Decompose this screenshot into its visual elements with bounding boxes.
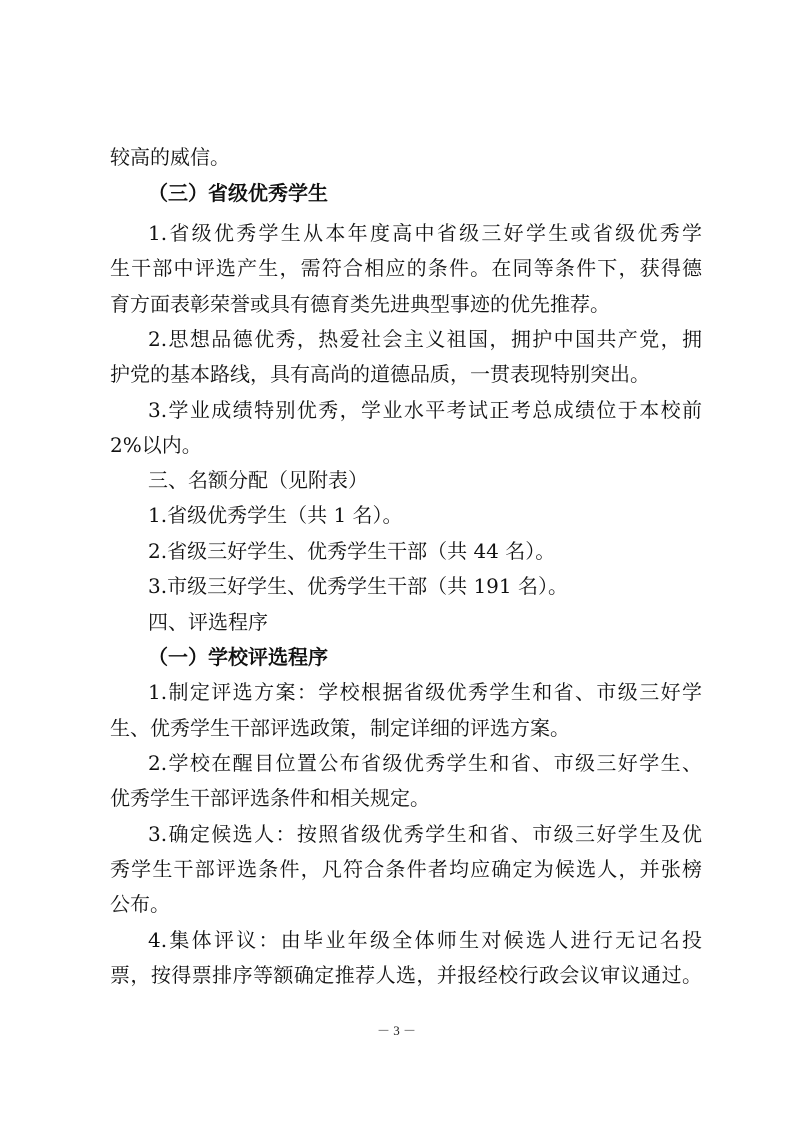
subsection-heading: （一）学校评选程序 [148, 645, 328, 669]
text-line: 1.省级优秀学生从本年度高中省级三好学生或省级优秀学 [148, 221, 702, 245]
text-line: 2.省级三好学生、优秀学生干部（共 44 名）。 [148, 539, 556, 563]
text-line: 1.省级优秀学生（共 1 名）。 [148, 503, 403, 527]
section-heading: 三、名额分配（见附表） [148, 468, 368, 492]
subsection-heading: （三）省级优秀学生 [148, 181, 328, 205]
text-line: 生、优秀学生干部评选政策，制定详细的评选方案。 [110, 716, 570, 740]
text-line: 3.学业成绩特别优秀，学业水平考试正考总成绩位于本校前 [148, 398, 702, 422]
text-line: 1.制定评选方案：学校根据省级优秀学生和省、市级三好学 [148, 680, 702, 704]
text-line: 2.学校在醒目位置公布省级优秀学生和省、市级三好学生、 [148, 751, 702, 775]
text-line: 秀学生干部评选条件，凡符合条件者均应确定为候选人，并张榜 [110, 857, 702, 881]
text-line: 2%以内。 [110, 433, 202, 457]
text-line: 生干部中评选产生，需符合相应的条件。在同等条件下，获得德 [110, 256, 702, 280]
text-line: 较高的威信。 [110, 145, 230, 169]
page-number: － 3 － [376, 1023, 416, 1038]
section-heading: 四、评选程序 [148, 610, 268, 634]
text-line: 育方面表彰荣誉或具有德育类先进典型事迹的优先推荐。 [110, 292, 610, 316]
text-line: 3.确定候选人：按照省级优秀学生和省、市级三好学生及优 [148, 822, 702, 846]
text-line: 3.市级三好学生、优秀学生干部（共 191 名）。 [148, 574, 568, 598]
text-line: 2.思想品德优秀，热爱社会主义祖国，拥护中国共产党，拥 [148, 327, 702, 351]
text-line: 票，按得票排序等额确定推荐人选，并报经校行政会议审议通过。 [110, 963, 702, 987]
text-line: 4.集体评议：由毕业年级全体师生对候选人进行无记名投 [148, 928, 702, 952]
text-line: 公布。 [110, 892, 170, 916]
text-line: 优秀学生干部评选条件和相关规定。 [110, 786, 430, 810]
text-line: 护党的基本路线，具有高尚的道德品质，一贯表现特别突出。 [110, 362, 650, 386]
